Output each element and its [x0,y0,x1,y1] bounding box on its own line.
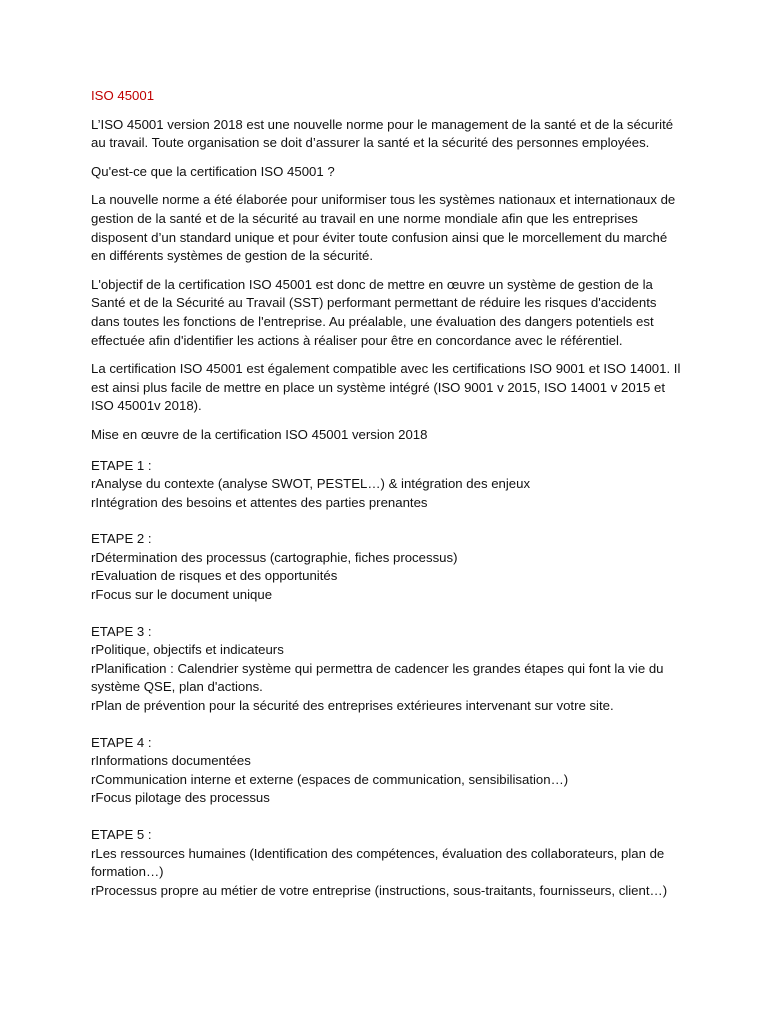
step-5 [91,826,681,900]
step-item: rDétermination des processus (cartographie, fiches processus) [91,549,458,565]
step-title: ETAPE 5 : [91,827,152,842]
body-paragraph: La nouvelle norme a été élaborée pour uniformiser tous les systèmes nationaux et internationaux de gestion de la santé et de la sécurité au travail en une norme mondiale afin que les entreprises disposent d’un standard unique et pour éviter toute confusion ainsi que le morcellement du marché en différents systèmes de gestion de la sécurité. [91,192,676,264]
step-item: rInformations documentées [91,753,251,769]
step-title: ETAPE 3 : [91,623,152,639]
step-item: rPlan de prévention pour la sécurité des entreprises extérieures intervenant sur votre site. [91,698,614,714]
step-item: rIntégration des besoins et attentes des parties prenantes [91,494,428,510]
step-item: rProcessus propre au métier de votre entreprise (instructions, sous-traitants, fournisseurs, client…) [91,882,668,898]
question-heading: Qu'est-ce que la certification ISO 45001 ? [91,163,335,179]
body-paragraph: La certification ISO 45001 est également compatible avec les certifications ISO 9001 et ISO 14001. Il est ainsi plus facile de mettre en place un système intégré (ISO 9001 v 2015, ISO 14001 v 2015 et ISO 45001v 2018). [91,361,681,414]
step-item: rLes ressources humaines (Identification des compétences, évaluation des collaborateurs, plan de formation…) [91,845,665,880]
step-title: ETAPE 2 : [91,531,152,547]
implementation-heading: Mise en œuvre de la certification ISO 45001 version 2018 [91,426,428,442]
step-title: ETAPE 4 : [91,734,152,750]
step-item: rFocus sur le document unique [91,587,273,603]
body-paragraph: L'objectif de la certification ISO 45001 est donc de mettre en œuvre un système de gestion de la Santé et de la Sécurité au Travail (SST) performant permettant de réduire les risques d'accidents dans toutes les fonctions de l'entreprise. Au préalable, une évaluation des dangers potentiels est effectuée afin d'identifier les actions à réaliser pour être en concordance avec le référentiel. [91,276,657,348]
step-4 [91,734,681,808]
step-item: rPolitique, objectifs et indicateurs [91,642,284,658]
document-title: ISO 45001 [91,88,155,103]
step-item: rCommunication interne et externe (espaces de communication, sensibilisation…) [91,771,569,787]
step-item: rAnalyse du contexte (analyse SWOT, PESTEL…) & intégration des enjeux [91,476,531,492]
document-body [91,87,681,918]
step-3 [91,623,681,716]
step-item: rEvaluation de risques et des opportunités [91,568,338,584]
step-item: rFocus pilotage des processus [91,790,270,806]
step-title: ETAPE 1 : [91,457,152,473]
step-2 [91,530,681,604]
intro-paragraph: L’ISO 45001 version 2018 est une nouvelle norme pour le management de la santé et de la sécurité au travail. Toute organisation se doit d’assurer la santé et la sécurité des personnes employées. [91,116,674,151]
step-item: rPlanification : Calendrier système qui permettra de cadencer les grandes étapes qui font la vie du système QSE, plan d'actions. [91,660,664,695]
step-1 [91,457,681,513]
